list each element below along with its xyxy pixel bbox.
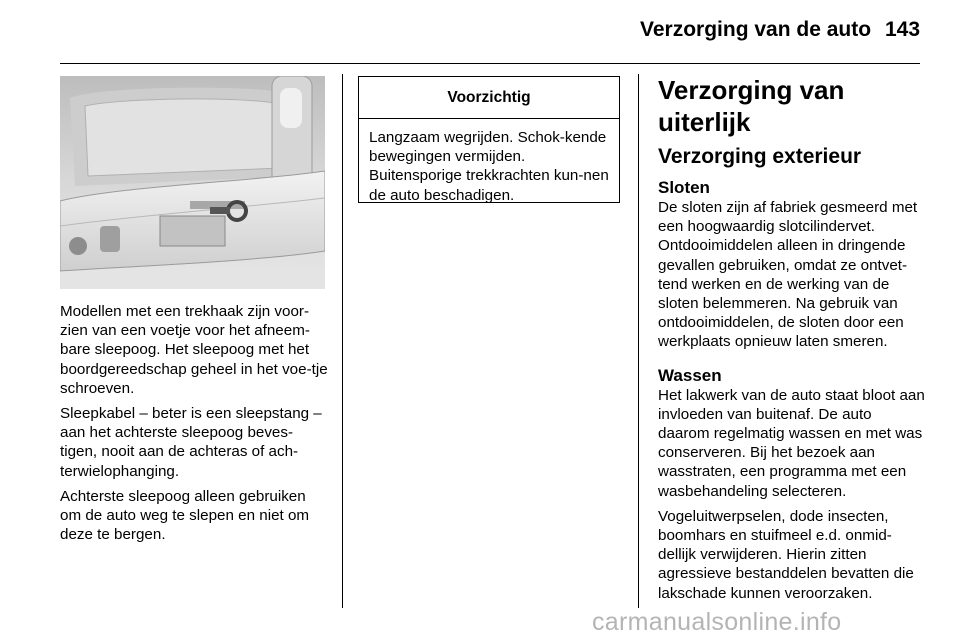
- section-subtitle: Verzorging exterieur: [658, 145, 862, 168]
- paragraph: Achterste sleepoog alleen gebruiken om de auto weg te slepen en niet om deze te bergen.: [60, 487, 310, 544]
- page-number: 143: [885, 18, 921, 41]
- paragraph: Modellen met een trekhaak zijn voor-zien van een voetje voor het afneem-bare sleepoog. Het sleepoog met het boordgereedschap geheel in het voe-tje schroeven.: [60, 303, 328, 397]
- column-divider-2: [638, 74, 639, 608]
- car-rear-tow-eye-photo: [60, 76, 325, 289]
- header-rule: [60, 63, 920, 64]
- paragraph: Het lakwerk van de auto staat bloot aan invloeden van buitenaf. De auto daarom regelmatig wassen en met was conserveren. Bij het bezoek aan wasstraten, een programma met een wasbehandeling selecteren.: [658, 386, 925, 500]
- paragraph: Vogeluitwerpselen, dode insecten, boomhars en stuifmeel e.d. onmid-dellijk verwijderen. Hierin zitten agressieve bestanddelen bevatten die lakschade kunnen veroorzaken.: [658, 507, 914, 602]
- paragraph: De sloten zijn af fabriek gesmeerd met een hoogwaardig slotcilindervet. Ontdooimiddelen alleen in dringende gevallen gebruiken, omdat ze ontvet-tend werken en de werking van de sloten belemmeren. Na gebruik van ontdooimiddelen, de sloten door een werkplaats opnieuw laten smeren.: [658, 199, 918, 351]
- caution-box: [358, 76, 620, 203]
- subsection-heading-sloten: Sloten: [658, 178, 710, 197]
- caution-heading: Voorzichtig: [359, 77, 619, 119]
- right-column: [658, 74, 926, 609]
- column-divider-1: [342, 74, 343, 608]
- subsection-heading-wassen: Wassen: [658, 365, 722, 385]
- left-column-text: [60, 302, 328, 550]
- watermark: carmanualsonline.info: [592, 608, 842, 636]
- running-header-title: Verzorging van de auto: [640, 18, 872, 41]
- section-title: Verzorging van uiterlijk: [658, 75, 845, 137]
- caution-text: Langzaam wegrijden. Schok-kende bewegingen vermijden. Buitensporige trekkrachten kun-nen de auto beschadigen.: [369, 129, 609, 204]
- paragraph: Sleepkabel – beter is een sleepstang – aan het achterste sleepoog beves-tigen, nooit aan de achteras of ach-terwielophanging.: [60, 405, 322, 480]
